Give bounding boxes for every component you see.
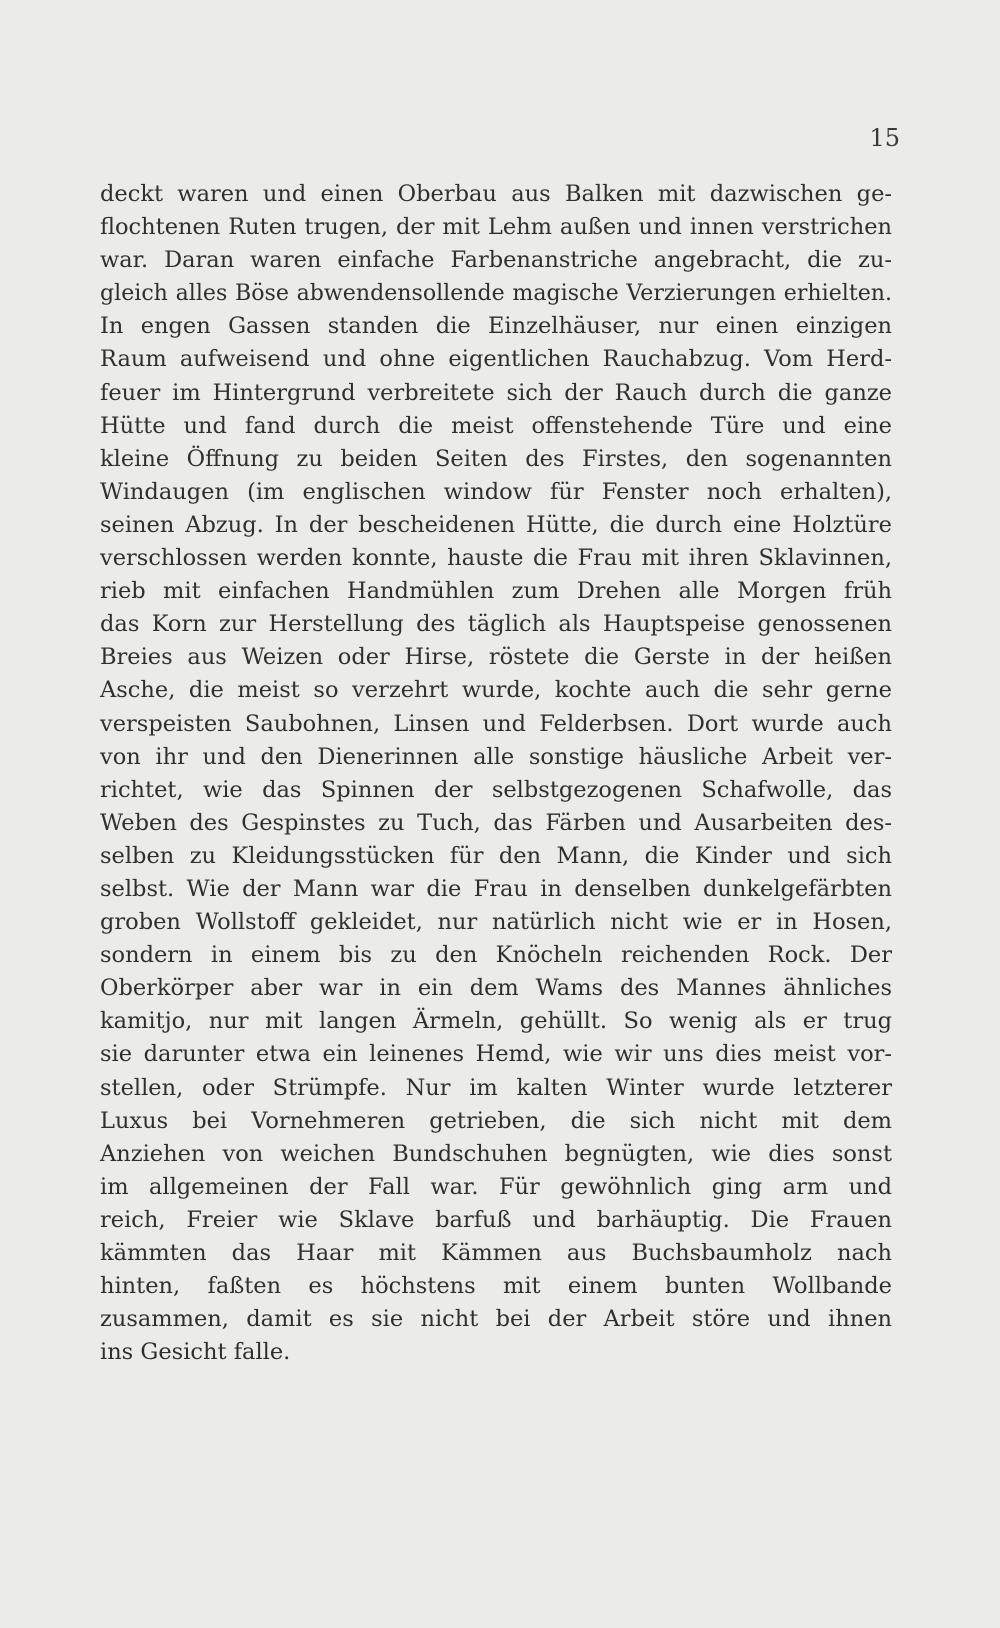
text-line: das Korn zur Herstellung des täglich als Hauptspeise genossenen — [100, 611, 892, 638]
text-line: Windaugen (im englischen window für Fenster noch erhalten), — [100, 478, 892, 505]
text-line: Raum aufweisend und ohne eigentlichen Rauchabzug. Vom Herd- — [100, 346, 892, 373]
text-line: stellen, oder Strümpfe. Nur im kalten Winter wurde letzterer — [100, 1074, 892, 1101]
text-line: feuer im Hintergrund verbreitete sich der Rauch durch die ganze — [100, 379, 892, 406]
text-line: im allgemeinen der Fall war. Für gewöhnlich ging arm und — [100, 1173, 892, 1200]
text-line: flochtenen Ruten trugen, der mit Lehm außen und innen verstrichen — [100, 214, 892, 241]
text-line: verschlossen werden konnte, hauste die Frau mit ihren Sklavinnen, — [100, 545, 892, 572]
text-line: Breies aus Weizen oder Hirse, röstete die Gerste in der heißen — [100, 644, 892, 671]
text-line: Anziehen von weichen Bundschuhen begnügten, wie dies sonst — [100, 1140, 892, 1167]
text-line: sie darunter etwa ein leinenes Hemd, wie wir uns dies meist vor- — [100, 1041, 892, 1068]
text-line: Luxus bei Vornehmeren getrieben, die sich nicht mit dem — [100, 1107, 892, 1134]
text-line: selben zu Kleidungsstücken für den Mann, die Kinder und sich — [100, 842, 892, 869]
text-line: sondern in einem bis zu den Knöcheln reichenden Rock. Der — [100, 942, 892, 969]
text-line: kämmten das Haar mit Kämmen aus Buchsbaumholz nach — [100, 1240, 892, 1266]
text-line: Weben des Gespinstes zu Tuch, das Färben und Ausarbeiten des- — [100, 809, 892, 836]
text-line: kamitjo, nur mit langen Ärmeln, gehüllt. So wenig als er trug — [100, 1008, 892, 1035]
text-line: zusammen, damit es sie nicht bei der Arbeit störe und ihnen — [100, 1306, 892, 1333]
text-line: Hütte und fand durch die meist offenstehende Türe und eine — [100, 412, 892, 439]
body-text — [100, 178, 892, 1369]
text-line: seinen Abzug. In der bescheidenen Hütte, die durch eine Holztüre — [100, 511, 892, 538]
text-line: verspeisten Saubohnen, Linsen und Felderbsen. Dort wurde auch — [100, 710, 892, 737]
text-line: reich, Freier wie Sklave barfuß und barhäuptig. Die Frauen — [100, 1206, 892, 1233]
page-number: 15 — [869, 124, 900, 152]
text-line: In engen Gassen standen die Einzelhäuser, nur einen einzigen — [100, 313, 892, 340]
text-line: groben Wollstoff gekleidet, nur natürlich nicht wie er in Hosen, — [100, 909, 892, 936]
text-line: hinten, faßten es höchstens mit einem bunten Wollbande — [100, 1273, 892, 1300]
text-line: von ihr und den Dienerinnen alle sonstige häusliche Arbeit ver- — [100, 743, 892, 770]
text-line: deckt waren und einen Oberbau aus Balken mit dazwischen ge- — [100, 181, 892, 207]
text-line: selbst. Wie der Mann war die Frau in denselben dunkelgefärbten — [100, 875, 892, 902]
text-line: rieb mit einfachen Handmühlen zum Drehen alle Morgen früh — [100, 578, 892, 605]
text-line: richtet, wie das Spinnen der selbstgezogenen Schafwolle, das — [100, 776, 892, 803]
text-line: Oberkörper aber war in ein dem Wams des Mannes ähnliches — [100, 975, 892, 1002]
text-line: ins Gesicht falle. — [100, 1339, 291, 1366]
text-line: gleich alles Böse abwendensollende magische Verzierungen erhielten. — [100, 281, 892, 307]
text-line: kleine Öffnung zu beiden Seiten des Firstes, den sogenannten — [100, 445, 892, 472]
text-line: war. Daran waren einfache Farbenanstriche angebracht, die zu- — [100, 247, 892, 274]
text-line: Asche, die meist so verzehrt wurde, kochte auch die sehr gerne — [100, 677, 892, 704]
